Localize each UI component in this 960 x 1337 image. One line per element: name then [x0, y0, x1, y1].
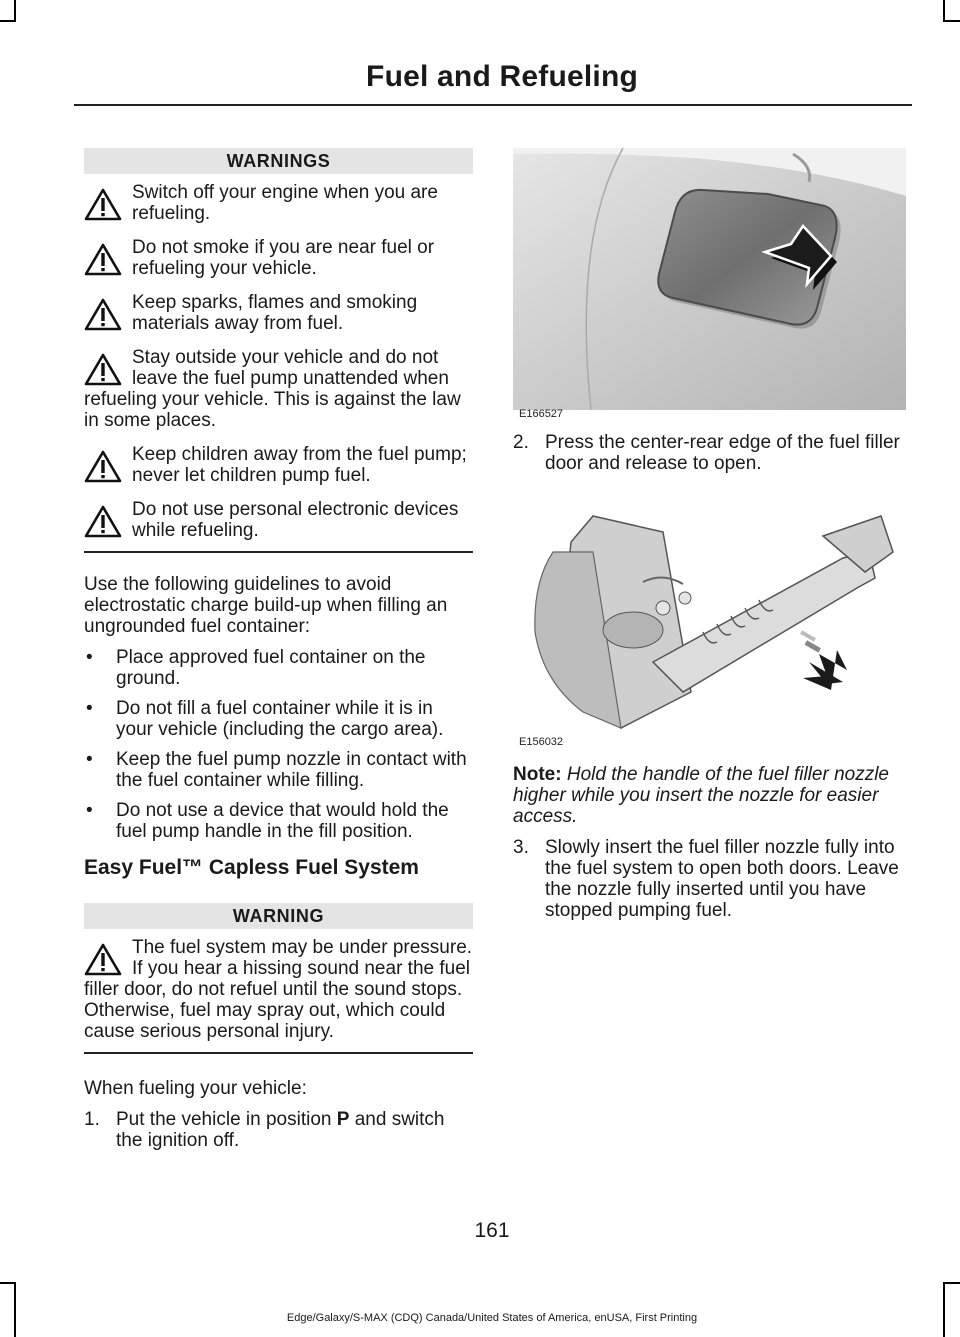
warning-end-rule [84, 1052, 473, 1054]
electrostatic-intro: Use the following guidelines to avoid electrostatic charge build-up when filling an ungrounded fuel container: [84, 574, 448, 637]
warning-triangle-icon [84, 450, 122, 483]
warning-text: Stay outside your vehicle and do not leave the fuel pump unattended when refueling your vehicle. This is against the law in some places. [84, 347, 461, 431]
warning-item [84, 444, 473, 486]
nozzle-insert-figure [513, 512, 906, 748]
step-number: 1. [84, 1109, 100, 1130]
crop-mark [943, 20, 960, 22]
warning-text: Keep sparks, flames and smoking materials away from fuel. [132, 292, 418, 334]
fueling-intro: When fueling your vehicle: [84, 1078, 307, 1099]
figure-code: E166527 [519, 408, 564, 420]
guideline-item [84, 698, 473, 740]
warning-triangle-icon [84, 243, 122, 276]
bullet-mark: • [86, 698, 93, 719]
warning-item [84, 347, 473, 431]
guideline-text: Do not fill a fuel container while it is in your vehicle (including the cargo area). [116, 698, 444, 740]
warning-text: Do not use personal electronic devices while refueling. [132, 499, 459, 541]
warning-item [84, 237, 473, 279]
warnings-list [84, 182, 473, 541]
section-heading: Easy Fuel™ Capless Fuel System [84, 856, 419, 879]
bullet-mark: • [86, 749, 93, 770]
warning-triangle-icon [84, 298, 122, 331]
step-text-cont: and switch the ignition off. [116, 1109, 445, 1151]
warning-text: Switch off your engine when you are refueling. [132, 182, 438, 224]
note-text: Hold the handle of the fuel filler nozzle higher while you insert the nozzle for easier access. [513, 764, 889, 827]
warning-item [84, 499, 473, 541]
page-number: 161 [474, 1219, 510, 1242]
step-text: Put the vehicle in position [116, 1109, 337, 1130]
fuel-filler-door-figure [513, 148, 906, 420]
guideline-text: Do not use a device that would hold the fuel pump handle in the fill position. [116, 800, 449, 842]
warnings-end-rule [84, 551, 473, 553]
warning-triangle-icon [84, 353, 122, 386]
warning-item [84, 937, 473, 1042]
warning-text: The fuel system may be under pressure. If you hear a hissing sound near the fuel filler door, do not refuel until the sound stops. Otherwise, fuel may spray out, which could cause serious personal injury. [84, 937, 473, 1042]
guideline-item [84, 647, 473, 689]
warning-triangle-icon [84, 505, 122, 538]
warning-triangle-icon [84, 943, 122, 976]
step-2 [513, 432, 906, 474]
warning-item [84, 182, 473, 224]
crop-mark [943, 1282, 945, 1337]
step-number: 2. [513, 432, 529, 453]
right-column [513, 148, 906, 921]
gear-position-p: P [336, 1109, 350, 1130]
warning-triangle-icon [84, 188, 122, 221]
step-number: 3. [513, 837, 529, 858]
guideline-text: Place approved fuel container on the ground. [116, 647, 426, 689]
warning-heading: WARNING [84, 903, 473, 929]
warning-block [84, 937, 473, 1042]
step-text: Slowly insert the fuel filler nozzle fully into the fuel system to open both doors. Leave the nozzle fully inserted until you have stopped pumping fuel. [545, 837, 899, 921]
guideline-list [84, 647, 473, 842]
crop-mark [14, 1282, 16, 1337]
left-column [84, 148, 473, 1151]
header-rule [74, 104, 912, 106]
page-title: Fuel and Refueling [366, 60, 638, 93]
crop-mark [14, 0, 16, 22]
bullet-mark: • [86, 647, 93, 668]
note-label: Note: [513, 764, 562, 785]
note [513, 764, 906, 827]
warnings-heading: WARNINGS [84, 148, 473, 174]
crop-mark [0, 1282, 16, 1284]
footer-edition: Edge/Galaxy/S-MAX (CDQ) Canada/United States of America, enUSA, First Printing [286, 1312, 698, 1324]
bullet-mark: • [86, 800, 93, 821]
guideline-item [84, 749, 473, 791]
crop-mark [943, 1282, 960, 1284]
guideline-text: Keep the fuel pump nozzle in contact with the fuel container while filling. [116, 749, 467, 791]
warning-text: Keep children away from the fuel pump; never let children pump fuel. [132, 444, 467, 486]
step-3 [513, 837, 906, 921]
crop-mark [0, 20, 16, 22]
step-text: Press the center-rear edge of the fuel filler door and release to open. [545, 432, 900, 474]
fuel-nozzle-image [513, 512, 906, 738]
warning-item [84, 292, 473, 334]
guideline-item [84, 800, 473, 842]
warning-text: Do not smoke if you are near fuel or refueling your vehicle. [132, 237, 435, 279]
crop-mark [943, 0, 945, 22]
step-1 [84, 1109, 473, 1151]
figure-code: E156032 [519, 736, 564, 748]
fuel-filler-door-image [513, 148, 906, 410]
